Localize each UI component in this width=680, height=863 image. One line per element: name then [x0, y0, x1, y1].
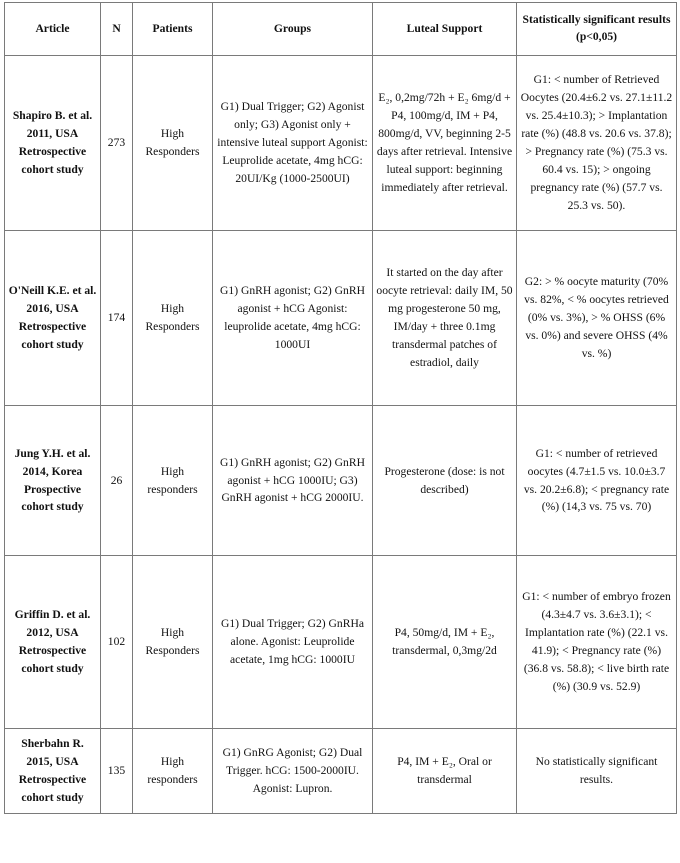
header-groups: Groups: [213, 3, 373, 56]
cell-groups: G1) GnRG Agonist; G2) Dual Trigger. hCG: 1500-2000IU. Agonist: Lupron.: [213, 729, 373, 814]
table-row: [5, 406, 677, 556]
table-row: [5, 729, 677, 814]
cell-groups: G1) Dual Trigger; G2) Agonist only; G3) Agonist only + intensive luteal support Agonist: Leuprolide acetate, 4mg hCG: 20UI/Kg (1000-2500UI): [213, 56, 373, 231]
cell-n: 174: [101, 231, 133, 406]
cell-n: 26: [101, 406, 133, 556]
cell-results: G1: < number of retrieved oocytes (4.7±1.5 vs. 10.0±3.7 vs. 20.2±6.8); < pregnancy rate (%) (14,3 vs. 75 vs. 70): [517, 406, 677, 556]
header-n: N: [101, 3, 133, 56]
cell-n: 135: [101, 729, 133, 814]
table-row: [5, 556, 677, 729]
cell-n: 102: [101, 556, 133, 729]
header-luteal-support: Luteal Support: [373, 3, 517, 56]
cell-groups: G1) GnRH agonist; G2) GnRH agonist + hCG Agonist: leuprolide acetate, 4mg hCG: 1000UI: [213, 231, 373, 406]
cell-luteal-support: E₂, 0,2mg/72h + E₂ 6mg/d + P4, 100mg/d, IM + P4, 800mg/d, VV, beginning 2-5 days after retrieval. Intensive luteal support: beginning immediately after retrieval.: [373, 56, 517, 231]
studies-table-container: [4, 2, 676, 814]
header-row: [5, 3, 677, 56]
cell-results: G2: > % oocyte maturity (70% vs. 82%, < % oocytes retrieved (0% vs. 3%), > % OHSS (6% vs. 0%) and severe OHSS (4% vs. %): [517, 231, 677, 406]
cell-results: G1: < number of embryo frozen (4.3±4.7 vs. 3.6±3.1); < Implantation rate (%) (22.1 vs. 41.9); < Pregnancy rate (%) (36.8 vs. 58.8); < live birth rate (%) (30.9 vs. 52.9): [517, 556, 677, 729]
cell-luteal-support: P4, 50mg/d, IM + E₂, transdermal, 0,3mg/2d: [373, 556, 517, 729]
cell-results: No statistically significant results.: [517, 729, 677, 814]
cell-patients: High responders: [133, 729, 213, 814]
cell-luteal-support: Progesterone (dose: is not described): [373, 406, 517, 556]
cell-article: Shapiro B. et al. 2011, USA Retrospective cohort study: [5, 56, 101, 231]
cell-patients: High Responders: [133, 556, 213, 729]
cell-patients: High responders: [133, 406, 213, 556]
table-row: [5, 231, 677, 406]
cell-groups: G1) GnRH agonist; G2) GnRH agonist + hCG 1000IU; G3) GnRH agonist + hCG 2000IU.: [213, 406, 373, 556]
studies-table: [4, 2, 677, 814]
table-row: [5, 56, 677, 231]
cell-patients: High Responders: [133, 56, 213, 231]
cell-n: 273: [101, 56, 133, 231]
header-results: Statistically significant results (p<0,05): [517, 3, 677, 56]
cell-article: Sherbahn R. 2015, USA Retrospective cohort study: [5, 729, 101, 814]
header-patients: Patients: [133, 3, 213, 56]
cell-patients: High Responders: [133, 231, 213, 406]
header-article: Article: [5, 3, 101, 56]
cell-luteal-support: P4, IM + E₂, Oral or transdermal: [373, 729, 517, 814]
cell-results: G1: < number of Retrieved Oocytes (20.4±6.2 vs. 27.1±11.2 vs. 25.4±10.3); > Implantation rate (%) (48.8 vs. 20.6 vs. 37.8); > Pregnancy rate (%) (75.3 vs. 60.4 vs. 15); > ongoing pregnancy rate (%) (57.7 vs. 25.3 vs. 50).: [517, 56, 677, 231]
cell-luteal-support: It started on the day after oocyte retrieval: daily IM, 50 mg progesterone 50 mg, IM/day + three 0.1mg transdermal patches of estradiol, daily: [373, 231, 517, 406]
cell-article: O'Neill K.E. et al. 2016, USA Retrospective cohort study: [5, 231, 101, 406]
cell-groups: G1) Dual Trigger; G2) GnRHa alone. Agonist: Leuprolide acetate, 1mg hCG: 1000IU: [213, 556, 373, 729]
cell-article: Griffin D. et al. 2012, USA Retrospective cohort study: [5, 556, 101, 729]
cell-article: Jung Y.H. et al. 2014, Korea Prospective cohort study: [5, 406, 101, 556]
